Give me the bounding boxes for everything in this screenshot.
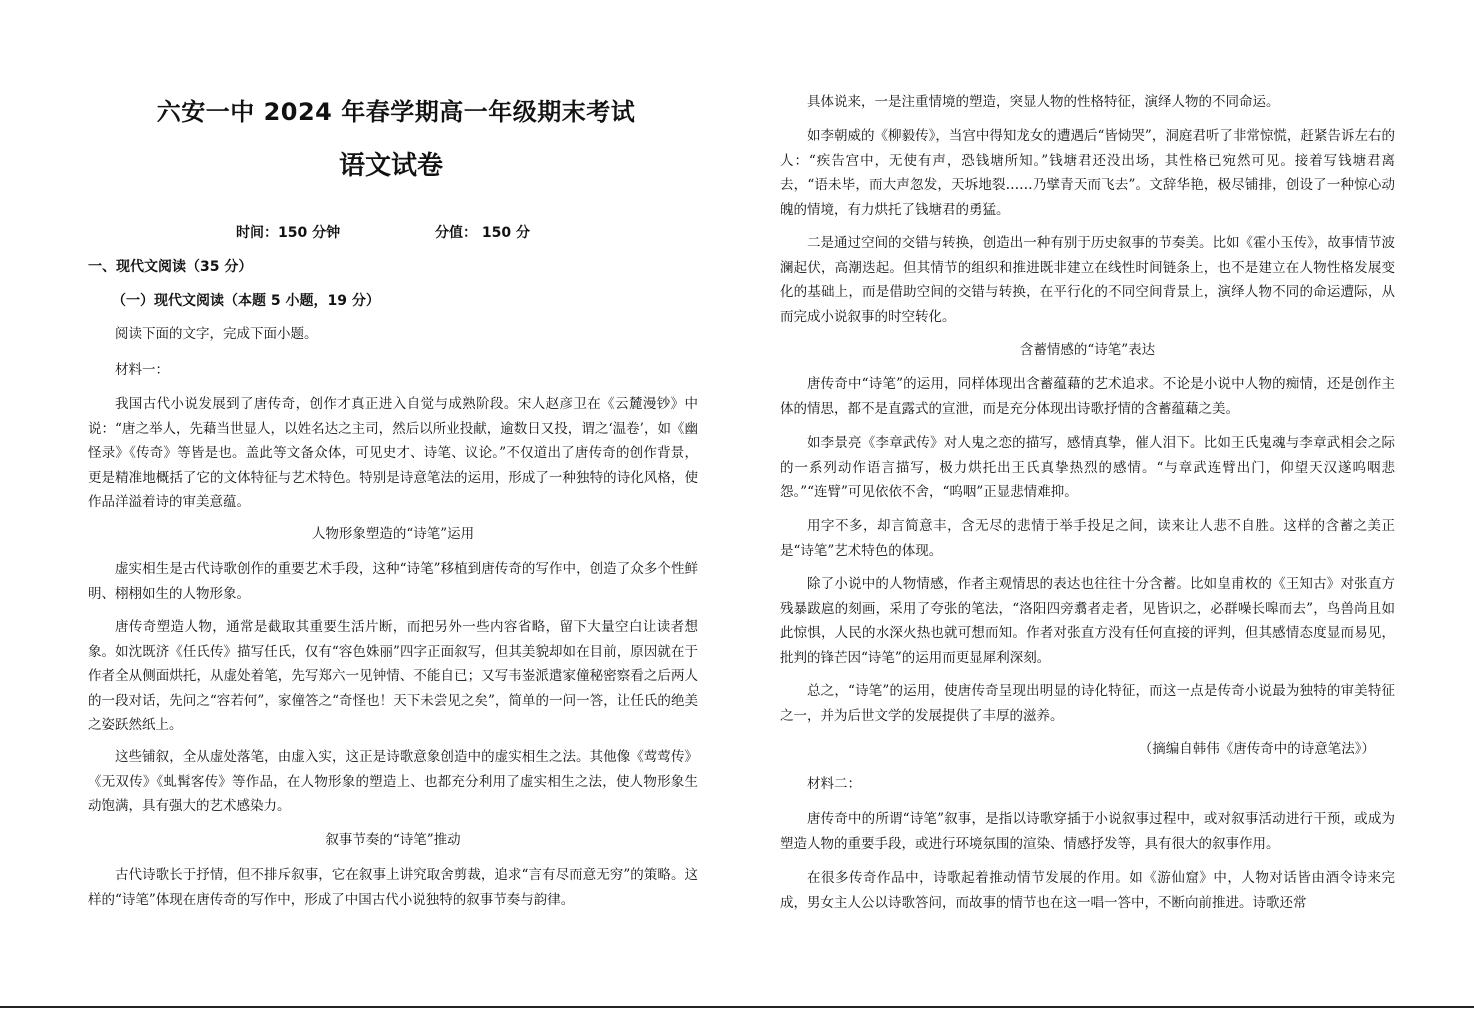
paragraph: 具体说来，一是注重情境的塑造，突显人物的性格特征，演绎人物的不同命运。 bbox=[807, 94, 1280, 110]
section-subheading: 叙事节奏的“诗笔”推动 bbox=[325, 832, 461, 848]
paragraph: 虚实相生是古代诗歌创作的重要艺术手段，这种“诗笔”移植到唐传奇的写作中，创造了众多个性鲜明、栩栩如生的人物形象。 bbox=[88, 561, 698, 602]
paragraph: 我国古代小说发展到了唐传奇，创作才真正进入自觉与成熟阶段。宋人赵彦卫在《云麓漫钞》中说：“唐之举人，先藉当世显人，以姓名达之主司，然后以所业投献，逾数日又投，谓之‘温卷’，如《幽怪录》《传奇》等皆是也。盖此等文备众体，可见史才、诗笔、议论。”不仅道出了唐传奇的创作背景，更是精准地概括了它的文体特征与艺术特色。特别是诗意笔法的运用，形成了一种独特的诗化风格，使作品洋溢着诗的审美意蕴。 bbox=[88, 396, 698, 510]
section-heading: 一、现代文阅读（35 分） bbox=[88, 259, 253, 275]
paragraph: 如李朝威的《柳毅传》，当宫中得知龙女的遭遇后“皆恸哭”，洞庭君听了非常惊慌，赶紧告诉左右的人：“疾告宫中，无使有声，恐钱塘所知。”钱塘君还没出场，其性格已宛然可见。接着写钱塘君离去，“语未毕，而大声忽发，天坼地裂……乃擘青天而飞去”。文辞华艳，极尽铺排，创设了一种惊心动魄的情境，有力烘托了钱塘君的勇猛。 bbox=[780, 128, 1395, 218]
section-subheading: 含蓄情感的“诗笔”表达 bbox=[1019, 342, 1156, 358]
paragraph: 用字不多，却言简意丰，含无尽的悲情于举手投足之间，读来让人悲不自胜。这样的含蓄之美正是“诗笔”艺术特色的体现。 bbox=[780, 518, 1395, 559]
material-label: 材料一： bbox=[115, 362, 169, 378]
exam-time: 时间：150 分钟 bbox=[236, 225, 341, 241]
exam-score: 分值： 150 分 bbox=[434, 225, 530, 241]
exam-title: 六安一中 2024 年春学期高一年级期末考试 bbox=[156, 98, 636, 126]
subsection-heading: （一）现代文阅读（本题 5 小题，19 分） bbox=[112, 293, 380, 309]
page-bottom-border bbox=[0, 1006, 1474, 1008]
paragraph: 除了小说中的人物情感，作者主观情思的表达也往往十分含蓄。比如皇甫枚的《王知古》对张直方残暴跋扈的刻画，采用了夸张的笔法，“洛阳四旁翥者走者，见皆识之，必群噪长嗥而去”，鸟兽尚且如此惊惧，人民的水深火热也就可想而知。作者对张直方没有任何直接的评判，但其感情态度显而易见，批判的锋芒因“诗笔”的运用而更显犀利深刻。 bbox=[780, 576, 1395, 666]
paragraph: 古代诗歌长于抒情，但不排斥叙事，它在叙事上讲究取舍剪裁，追求“言有尽而意无穷”的策略。这样的“诗笔”体现在唐传奇的写作中，形成了中国古代小说独特的叙事节奏与韵律。 bbox=[88, 867, 698, 908]
paragraph: 唐传奇中的所谓“诗笔”叙事，是指以诗歌穿插于小说叙事过程中，或对叙事活动进行干预，或成为塑造人物的重要手段，或进行环境氛围的渲染、情感抒发等，具有很大的叙事作用。 bbox=[780, 811, 1395, 852]
exam-subtitle: 语文试卷 bbox=[338, 151, 443, 181]
paragraph: 二是通过空间的交错与转换，创造出一种有别于历史叙事的节奏美。比如《霍小玉传》，故事情节波澜起伏，高潮迭起。但其情节的组织和推进既非建立在线性时间链条上，也不是建立在人物性格发展变化的基础上，而是借助空间的交错与转换，在平行化的不同空间背景上，演绎人物不同的命运遭际，从而完成小说叙事的时空转化。 bbox=[780, 235, 1395, 325]
exam-meta bbox=[236, 222, 530, 242]
paragraph: 如李景亮《李章武传》对人鬼之恋的描写，感情真挚，催人泪下。比如王氏鬼魂与李章武相会之际的一系列动作语言描写，极力烘托出王氏真挚热烈的感情。“与章武连臂出门，仰望天汉遂呜咽悲怨。”“连臂”可见依依不舍，“呜咽”正显悲情难抑。 bbox=[780, 435, 1395, 500]
paragraph: 总之，“诗笔”的运用，使唐传奇呈现出明显的诗化特征，而这一点是传奇小说最为独特的审美特征之一，并为后世文学的发展提供了丰厚的滋养。 bbox=[780, 683, 1395, 724]
paragraph: 在很多传奇作品中，诗歌起着推动情节发展的作用。如《游仙窟》中，人物对话皆由酒令诗来完成，男女主人公以诗歌答问，而故事的情节也在这一唱一答中，不断向前推进。诗歌还常 bbox=[780, 870, 1395, 911]
source-citation: （摘编自韩伟《唐传奇中的诗意笔法》） bbox=[1138, 741, 1375, 757]
material-label: 材料二： bbox=[807, 776, 861, 792]
paragraph: 这些铺叙，全从虚处落笔，由虚入实，这正是诗歌意象创造中的虚实相生之法。其他像《莺莺传》《无双传》《虬髯客传》等作品，在人物形象的塑造上、也都充分利用了虚实相生之法，使人物形象生动饱满，具有强大的艺术感染力。 bbox=[88, 749, 698, 814]
paragraph: 唐传奇中“诗笔”的运用，同样体现出含蓄蕴藉的艺术追求。不论是小说中人物的痴情，还是创作主体的情思，都不是直露式的宣泄，而是充分体现出诗歌抒情的含蓄蕴藉之美。 bbox=[780, 376, 1395, 417]
instruction-text: 阅读下面的文字，完成下面小题。 bbox=[115, 326, 318, 342]
section-subheading: 人物形象塑造的“诗笔”运用 bbox=[311, 526, 475, 542]
paragraph: 唐传奇塑造人物，通常是截取其重要生活片断，而把另外一些内容省略，留下大量空白让读者想象。如沈既济《任氏传》描写任氏，仅有“容色姝丽”四字正面叙写，但其美貌却如在目前，原因就在于作者全从侧面烘托，从虚处着笔，先写郑六一见钟情、不能自已；又写韦崟派遣家僮秘密察看之后两人的一段对话，先问之“容若何”，家僮答之“奇怪也！天下未尝见之矣”，简单的一问一答，让任氏的绝美之姿跃然纸上。 bbox=[88, 619, 698, 733]
